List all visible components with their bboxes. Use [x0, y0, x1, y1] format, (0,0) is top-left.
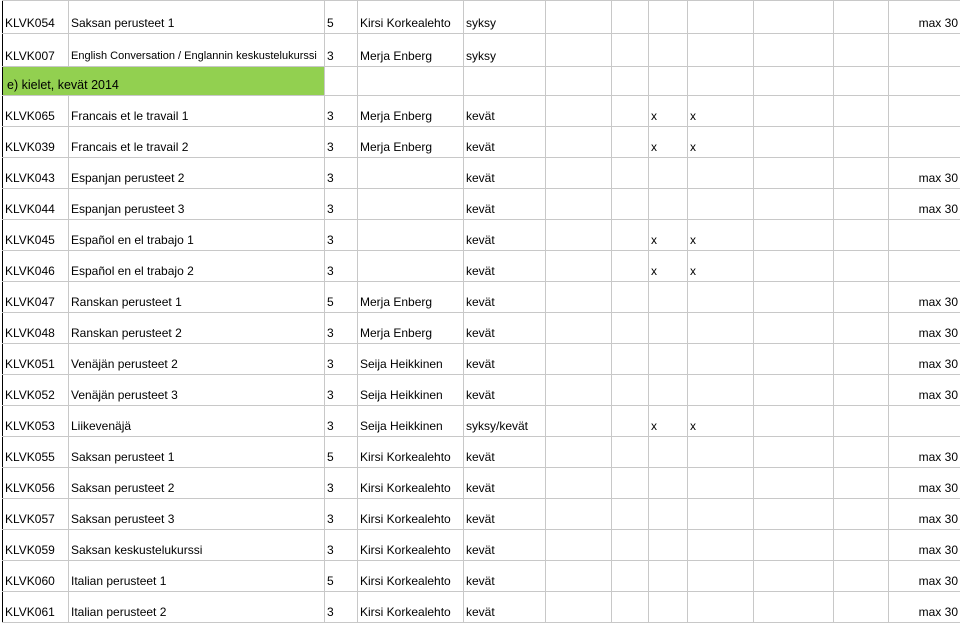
empty-cell[interactable]: [546, 468, 612, 499]
table-row: [3, 1, 960, 34]
empty-cell[interactable]: [546, 375, 612, 406]
empty-cell[interactable]: [612, 530, 649, 561]
credits-cell[interactable]: 5: [325, 561, 358, 592]
empty-cell[interactable]: [546, 406, 612, 437]
mark-cell-2[interactable]: x: [688, 220, 754, 251]
course-name-cell[interactable]: Ranskan perusteet 2: [69, 313, 325, 344]
mark-cell-1[interactable]: [649, 189, 688, 220]
course-code-cell[interactable]: KLVK045: [3, 220, 69, 251]
mark-cell-1[interactable]: [649, 499, 688, 530]
mark-cell-2[interactable]: x: [688, 406, 754, 437]
table-row: [3, 34, 960, 67]
mark-cell-2[interactable]: [688, 499, 754, 530]
max-participants-cell[interactable]: [889, 127, 960, 158]
empty-cell[interactable]: [754, 468, 834, 499]
empty-cell[interactable]: [754, 282, 834, 313]
empty-cell[interactable]: [834, 96, 889, 127]
empty-cell[interactable]: [546, 96, 612, 127]
mark-cell-1[interactable]: [649, 282, 688, 313]
empty-cell[interactable]: [546, 313, 612, 344]
empty-cell[interactable]: [834, 127, 889, 158]
empty-cell[interactable]: [688, 67, 754, 96]
empty-cell[interactable]: [612, 1, 649, 34]
max-participants-cell[interactable]: max 30: [889, 468, 960, 499]
table-row: [3, 251, 960, 282]
empty-cell[interactable]: [612, 468, 649, 499]
empty-cell[interactable]: [546, 561, 612, 592]
mark-cell-2[interactable]: [688, 344, 754, 375]
empty-cell[interactable]: [546, 127, 612, 158]
teacher-cell[interactable]: Seija Heikkinen: [358, 375, 464, 406]
course-name-cell[interactable]: Venäjän perusteet 3: [69, 375, 325, 406]
mark-cell-1[interactable]: x: [649, 127, 688, 158]
section-title: e) kielet, kevät 2014: [3, 67, 325, 96]
course-name-cell[interactable]: Francais et le travail 1: [69, 96, 325, 127]
term-cell[interactable]: kevät: [464, 375, 546, 406]
empty-cell[interactable]: [546, 530, 612, 561]
empty-cell[interactable]: [754, 34, 834, 67]
empty-cell[interactable]: [754, 437, 834, 468]
mark-cell-2[interactable]: [688, 592, 754, 623]
table-row: [3, 220, 960, 251]
empty-cell[interactable]: [834, 437, 889, 468]
term-cell[interactable]: kevät: [464, 220, 546, 251]
empty-cell[interactable]: [612, 592, 649, 623]
teacher-cell[interactable]: Merja Enberg: [358, 127, 464, 158]
mark-cell-1[interactable]: [649, 1, 688, 34]
mark-cell-2[interactable]: [688, 375, 754, 406]
mark-cell-2[interactable]: [688, 1, 754, 34]
mark-cell-1[interactable]: [649, 592, 688, 623]
term-cell[interactable]: syksy: [464, 1, 546, 34]
empty-cell[interactable]: [358, 67, 464, 96]
credits-cell[interactable]: 3: [325, 34, 358, 67]
course-code-cell[interactable]: KLVK054: [3, 1, 69, 34]
table-row: [3, 282, 960, 313]
teacher-cell[interactable]: Merja Enberg: [358, 96, 464, 127]
empty-cell[interactable]: [834, 468, 889, 499]
empty-cell[interactable]: [834, 344, 889, 375]
teacher-cell[interactable]: Merja Enberg: [358, 34, 464, 67]
teacher-cell[interactable]: Kirsi Korkealehto: [358, 1, 464, 34]
credits-cell[interactable]: 3: [325, 530, 358, 561]
empty-cell[interactable]: [754, 375, 834, 406]
term-cell[interactable]: kevät: [464, 251, 546, 282]
empty-cell[interactable]: [612, 313, 649, 344]
course-code-cell[interactable]: KLVK060: [3, 561, 69, 592]
empty-cell[interactable]: [546, 220, 612, 251]
mark-cell-2[interactable]: [688, 282, 754, 313]
term-cell[interactable]: kevät: [464, 127, 546, 158]
empty-cell[interactable]: [754, 592, 834, 623]
mark-cell-2[interactable]: [688, 530, 754, 561]
table-row: [3, 530, 960, 561]
section-header-row: [3, 67, 960, 96]
empty-cell[interactable]: [754, 344, 834, 375]
course-code-cell[interactable]: KLVK059: [3, 530, 69, 561]
empty-cell[interactable]: [546, 251, 612, 282]
course-name-cell[interactable]: Italian perusteet 2: [69, 592, 325, 623]
course-code-cell[interactable]: KLVK047: [3, 282, 69, 313]
course-name-cell[interactable]: English Conversation / Englannin keskustelukurssi: [69, 34, 325, 67]
table-row: [3, 96, 960, 127]
empty-cell[interactable]: [612, 189, 649, 220]
mark-cell-1[interactable]: x: [649, 406, 688, 437]
mark-cell-1[interactable]: [649, 344, 688, 375]
empty-cell[interactable]: [834, 375, 889, 406]
mark-cell-2[interactable]: x: [688, 96, 754, 127]
course-code-cell[interactable]: KLVK052: [3, 375, 69, 406]
course-name-cell[interactable]: Liikevenäjä: [69, 406, 325, 437]
teacher-cell[interactable]: Kirsi Korkealehto: [358, 561, 464, 592]
course-name-cell[interactable]: Venäjän perusteet 2: [69, 344, 325, 375]
mark-cell-2[interactable]: [688, 189, 754, 220]
credits-cell[interactable]: 3: [325, 592, 358, 623]
empty-cell[interactable]: [546, 34, 612, 67]
credits-cell[interactable]: 3: [325, 468, 358, 499]
course-code-cell[interactable]: KLVK043: [3, 158, 69, 189]
mark-cell-1[interactable]: x: [649, 251, 688, 282]
mark-cell-2[interactable]: x: [688, 127, 754, 158]
empty-cell[interactable]: [649, 67, 688, 96]
term-cell[interactable]: kevät: [464, 468, 546, 499]
term-cell[interactable]: kevät: [464, 189, 546, 220]
term-cell[interactable]: kevät: [464, 158, 546, 189]
empty-cell[interactable]: [612, 344, 649, 375]
max-participants-cell[interactable]: max 30: [889, 313, 960, 344]
course-name-cell[interactable]: Saksan perusteet 2: [69, 468, 325, 499]
teacher-cell[interactable]: Merja Enberg: [358, 313, 464, 344]
empty-cell[interactable]: [754, 127, 834, 158]
empty-cell[interactable]: [546, 189, 612, 220]
empty-cell[interactable]: [546, 158, 612, 189]
credits-cell[interactable]: 5: [325, 437, 358, 468]
empty-cell[interactable]: [834, 1, 889, 34]
course-code-cell[interactable]: KLVK053: [3, 406, 69, 437]
course-name-cell[interactable]: Saksan perusteet 3: [69, 499, 325, 530]
course-code-cell[interactable]: KLVK065: [3, 96, 69, 127]
course-name-cell[interactable]: Francais et le travail 2: [69, 127, 325, 158]
empty-cell[interactable]: [754, 561, 834, 592]
course-name-cell[interactable]: Espanjan perusteet 2: [69, 158, 325, 189]
max-participants-cell[interactable]: max 30: [889, 499, 960, 530]
teacher-cell[interactable]: Kirsi Korkealehto: [358, 530, 464, 561]
mark-cell-1[interactable]: [649, 561, 688, 592]
mark-cell-1[interactable]: [649, 468, 688, 499]
term-cell[interactable]: kevät: [464, 96, 546, 127]
course-name-cell[interactable]: Español en el trabajo 1: [69, 220, 325, 251]
course-name-cell[interactable]: Saksan keskustelukurssi: [69, 530, 325, 561]
term-cell[interactable]: syksy: [464, 34, 546, 67]
course-code-cell[interactable]: KLVK061: [3, 592, 69, 623]
empty-cell[interactable]: [834, 34, 889, 67]
max-participants-cell[interactable]: max 30: [889, 530, 960, 561]
credits-cell[interactable]: 3: [325, 406, 358, 437]
empty-cell[interactable]: [612, 375, 649, 406]
mark-cell-1[interactable]: x: [649, 220, 688, 251]
empty-cell[interactable]: [612, 158, 649, 189]
empty-cell[interactable]: [834, 406, 889, 437]
table-row: [3, 189, 960, 220]
mark-cell-2[interactable]: [688, 468, 754, 499]
teacher-cell[interactable]: Kirsi Korkealehto: [358, 592, 464, 623]
term-cell[interactable]: kevät: [464, 344, 546, 375]
empty-cell[interactable]: [834, 67, 889, 96]
empty-cell[interactable]: [834, 530, 889, 561]
teacher-cell[interactable]: [358, 220, 464, 251]
credits-cell[interactable]: 3: [325, 96, 358, 127]
empty-cell[interactable]: [889, 67, 960, 96]
teacher-cell[interactable]: Kirsi Korkealehto: [358, 437, 464, 468]
term-cell[interactable]: syksy/kevät: [464, 406, 546, 437]
empty-cell[interactable]: [546, 499, 612, 530]
empty-cell[interactable]: [546, 282, 612, 313]
mark-cell-1[interactable]: [649, 313, 688, 344]
credits-cell[interactable]: 3: [325, 189, 358, 220]
empty-cell[interactable]: [754, 96, 834, 127]
term-cell[interactable]: kevät: [464, 313, 546, 344]
max-participants-cell[interactable]: [889, 34, 960, 67]
course-code-cell[interactable]: KLVK051: [3, 344, 69, 375]
credits-cell[interactable]: 5: [325, 282, 358, 313]
empty-cell[interactable]: [754, 406, 834, 437]
mark-cell-1[interactable]: x: [649, 96, 688, 127]
table-row: [3, 468, 960, 499]
empty-cell[interactable]: [546, 437, 612, 468]
mark-cell-1[interactable]: [649, 34, 688, 67]
max-participants-cell[interactable]: max 30: [889, 282, 960, 313]
term-cell[interactable]: kevät: [464, 592, 546, 623]
course-code-cell[interactable]: KLVK007: [3, 34, 69, 67]
empty-cell[interactable]: [834, 158, 889, 189]
mark-cell-2[interactable]: [688, 561, 754, 592]
empty-cell[interactable]: [754, 530, 834, 561]
credits-cell[interactable]: 3: [325, 220, 358, 251]
max-participants-cell[interactable]: [889, 220, 960, 251]
credits-cell[interactable]: 3: [325, 127, 358, 158]
empty-cell[interactable]: [325, 67, 358, 96]
empty-cell[interactable]: [546, 592, 612, 623]
empty-cell[interactable]: [612, 96, 649, 127]
course-table: [2, 0, 960, 623]
empty-cell[interactable]: [612, 127, 649, 158]
term-cell[interactable]: kevät: [464, 530, 546, 561]
empty-cell[interactable]: [754, 67, 834, 96]
max-participants-cell[interactable]: max 30: [889, 561, 960, 592]
empty-cell[interactable]: [612, 34, 649, 67]
empty-cell[interactable]: [754, 189, 834, 220]
max-participants-cell[interactable]: [889, 96, 960, 127]
empty-cell[interactable]: [464, 67, 546, 96]
course-name-cell[interactable]: Italian perusteet 1: [69, 561, 325, 592]
course-name-cell[interactable]: Espanjan perusteet 3: [69, 189, 325, 220]
credits-cell[interactable]: 3: [325, 313, 358, 344]
empty-cell[interactable]: [834, 592, 889, 623]
course-code-cell[interactable]: KLVK048: [3, 313, 69, 344]
empty-cell[interactable]: [834, 220, 889, 251]
empty-cell[interactable]: [834, 282, 889, 313]
credits-cell[interactable]: 3: [325, 499, 358, 530]
empty-cell[interactable]: [612, 220, 649, 251]
max-participants-cell[interactable]: [889, 251, 960, 282]
mark-cell-1[interactable]: [649, 158, 688, 189]
mark-cell-2[interactable]: [688, 313, 754, 344]
empty-cell[interactable]: [834, 561, 889, 592]
term-cell[interactable]: kevät: [464, 499, 546, 530]
table-row: [3, 592, 960, 623]
empty-cell[interactable]: [546, 1, 612, 34]
max-participants-cell[interactable]: max 30: [889, 592, 960, 623]
table-row: [3, 158, 960, 189]
max-participants-cell[interactable]: max 30: [889, 158, 960, 189]
credits-cell[interactable]: 3: [325, 344, 358, 375]
empty-cell[interactable]: [546, 67, 612, 96]
max-participants-cell[interactable]: max 30: [889, 344, 960, 375]
mark-cell-2[interactable]: [688, 34, 754, 67]
teacher-cell[interactable]: Kirsi Korkealehto: [358, 499, 464, 530]
mark-cell-1[interactable]: [649, 437, 688, 468]
empty-cell[interactable]: [612, 282, 649, 313]
max-participants-cell[interactable]: max 30: [889, 1, 960, 34]
max-participants-cell[interactable]: max 30: [889, 189, 960, 220]
empty-cell[interactable]: [834, 189, 889, 220]
mark-cell-2[interactable]: [688, 437, 754, 468]
course-name-cell[interactable]: Español en el trabajo 2: [69, 251, 325, 282]
course-table-body: [3, 1, 960, 623]
teacher-cell[interactable]: Merja Enberg: [358, 282, 464, 313]
empty-cell[interactable]: [612, 561, 649, 592]
credits-cell[interactable]: 3: [325, 251, 358, 282]
empty-cell[interactable]: [612, 437, 649, 468]
teacher-cell[interactable]: Seija Heikkinen: [358, 406, 464, 437]
mark-cell-1[interactable]: [649, 375, 688, 406]
course-name-cell[interactable]: Saksan perusteet 1: [69, 1, 325, 34]
mark-cell-2[interactable]: [688, 158, 754, 189]
table-row: [3, 437, 960, 468]
teacher-cell[interactable]: [358, 158, 464, 189]
max-participants-cell[interactable]: max 30: [889, 375, 960, 406]
empty-cell[interactable]: [612, 251, 649, 282]
course-code-cell[interactable]: KLVK055: [3, 437, 69, 468]
empty-cell[interactable]: [754, 1, 834, 34]
empty-cell[interactable]: [834, 499, 889, 530]
table-row: [3, 561, 960, 592]
credits-cell[interactable]: 5: [325, 1, 358, 34]
table-row: [3, 406, 960, 437]
empty-cell[interactable]: [612, 406, 649, 437]
credits-cell[interactable]: 3: [325, 158, 358, 189]
empty-cell[interactable]: [754, 220, 834, 251]
course-name-cell[interactable]: Ranskan perusteet 1: [69, 282, 325, 313]
empty-cell[interactable]: [612, 499, 649, 530]
mark-cell-1[interactable]: [649, 530, 688, 561]
term-cell[interactable]: kevät: [464, 437, 546, 468]
term-cell[interactable]: kevät: [464, 282, 546, 313]
empty-cell[interactable]: [754, 251, 834, 282]
course-code-cell[interactable]: KLVK039: [3, 127, 69, 158]
teacher-cell[interactable]: [358, 189, 464, 220]
empty-cell[interactable]: [754, 499, 834, 530]
table-row: [3, 499, 960, 530]
empty-cell[interactable]: [754, 158, 834, 189]
empty-cell[interactable]: [834, 313, 889, 344]
table-row: [3, 127, 960, 158]
course-code-cell[interactable]: KLVK044: [3, 189, 69, 220]
course-code-cell[interactable]: KLVK056: [3, 468, 69, 499]
mark-cell-2[interactable]: x: [688, 251, 754, 282]
teacher-cell[interactable]: Seija Heikkinen: [358, 344, 464, 375]
empty-cell[interactable]: [546, 344, 612, 375]
table-row: [3, 344, 960, 375]
term-cell[interactable]: kevät: [464, 561, 546, 592]
course-code-cell[interactable]: KLVK057: [3, 499, 69, 530]
max-participants-cell[interactable]: max 30: [889, 437, 960, 468]
max-participants-cell[interactable]: [889, 406, 960, 437]
course-code-cell[interactable]: KLVK046: [3, 251, 69, 282]
empty-cell[interactable]: [612, 67, 649, 96]
empty-cell[interactable]: [834, 251, 889, 282]
teacher-cell[interactable]: [358, 251, 464, 282]
credits-cell[interactable]: 3: [325, 375, 358, 406]
table-row: [3, 313, 960, 344]
course-name-cell[interactable]: Saksan perusteet 1: [69, 437, 325, 468]
teacher-cell[interactable]: Kirsi Korkealehto: [358, 468, 464, 499]
table-row: [3, 375, 960, 406]
empty-cell[interactable]: [754, 313, 834, 344]
